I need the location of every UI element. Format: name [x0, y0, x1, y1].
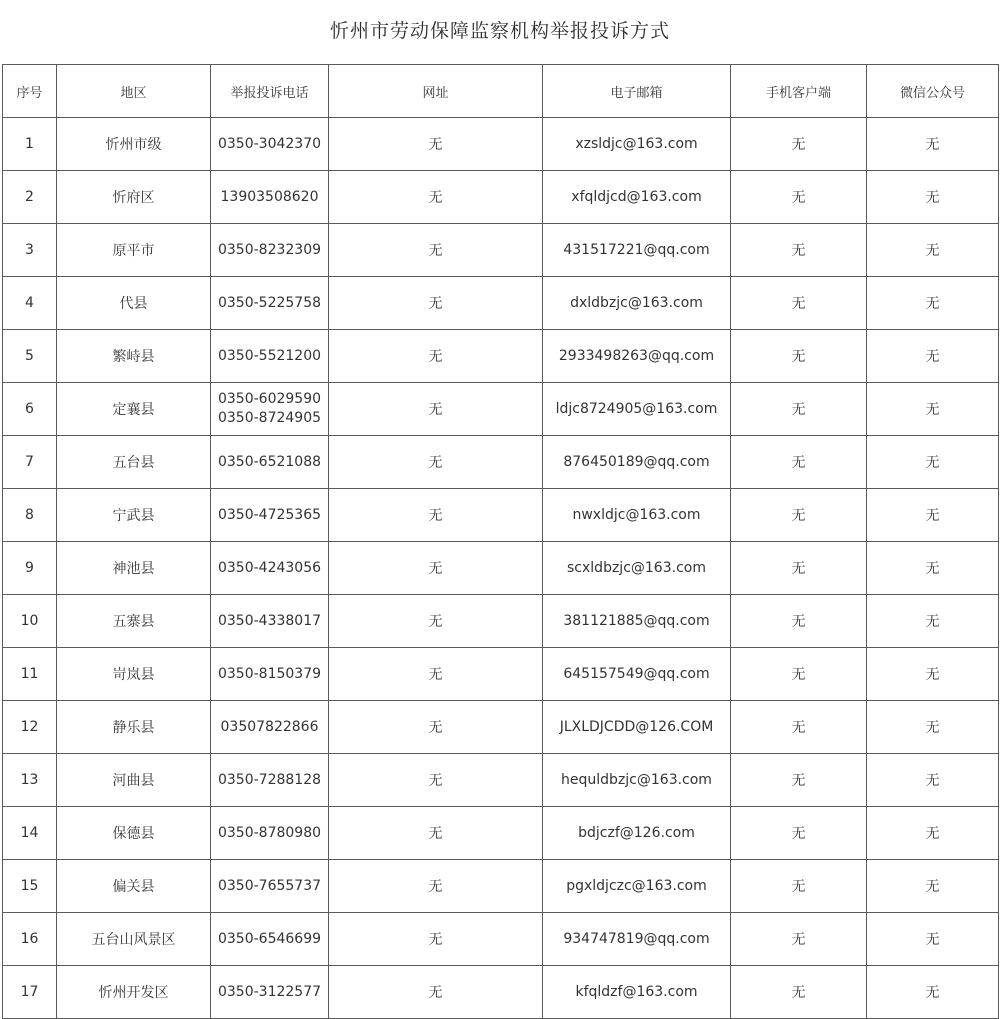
- row-index: 1: [3, 118, 57, 171]
- row-index: 7: [3, 436, 57, 489]
- row-mobile-client: 无: [731, 436, 867, 489]
- row-website: 无: [329, 436, 543, 489]
- row-region: 静乐县: [57, 701, 211, 754]
- row-phone: [211, 171, 329, 224]
- row-email: hequldbzjc@163.com: [543, 754, 731, 807]
- row-region: 定襄县: [57, 383, 211, 436]
- row-wechat: 无: [867, 489, 999, 542]
- row-website: 无: [329, 383, 543, 436]
- table-row: [3, 489, 999, 542]
- row-phone: [211, 277, 329, 330]
- row-region: 神池县: [57, 542, 211, 595]
- row-website: 无: [329, 171, 543, 224]
- row-region: 五台县: [57, 436, 211, 489]
- page-title: 忻州市劳动保障监察机构举报投诉方式: [329, 20, 670, 42]
- phone-number: 0350-4725365: [217, 506, 322, 523]
- header-mobile-client: 手机客户端: [731, 65, 867, 118]
- row-index: 16: [3, 913, 57, 966]
- row-email: JLXLDJCDD@126.COM: [543, 701, 731, 754]
- row-index: 9: [3, 542, 57, 595]
- row-email: 381121885@qq.com: [543, 595, 731, 648]
- phone-number: 0350-6521088: [217, 453, 322, 470]
- row-phone: [211, 701, 329, 754]
- table-row: [3, 118, 999, 171]
- row-index: 10: [3, 595, 57, 648]
- row-mobile-client: 无: [731, 648, 867, 701]
- row-email: bdjczf@126.com: [543, 807, 731, 860]
- table-row: [3, 648, 999, 701]
- table-row: [3, 595, 999, 648]
- row-mobile-client: 无: [731, 966, 867, 1019]
- row-region: 宁武县: [57, 489, 211, 542]
- phone-number: 0350-4243056: [217, 559, 322, 576]
- row-region: 代县: [57, 277, 211, 330]
- row-phone: [211, 807, 329, 860]
- row-mobile-client: 无: [731, 913, 867, 966]
- row-wechat: 无: [867, 118, 999, 171]
- phone-number: 0350-3042370: [217, 135, 322, 152]
- row-index: 6: [3, 383, 57, 436]
- table-row: [3, 913, 999, 966]
- phone-number: 0350-5225758: [217, 294, 322, 311]
- row-index: 15: [3, 860, 57, 913]
- row-mobile-client: 无: [731, 754, 867, 807]
- row-index: 13: [3, 754, 57, 807]
- table-row: [3, 542, 999, 595]
- row-wechat: 无: [867, 966, 999, 1019]
- row-website: 无: [329, 807, 543, 860]
- table-row: [3, 701, 999, 754]
- row-website: 无: [329, 648, 543, 701]
- contacts-table: [2, 64, 999, 1019]
- row-phone: [211, 860, 329, 913]
- header-region: 地区: [57, 65, 211, 118]
- row-wechat: 无: [867, 383, 999, 436]
- row-phone: [211, 754, 329, 807]
- row-website: 无: [329, 860, 543, 913]
- row-phone: [211, 542, 329, 595]
- row-wechat: 无: [867, 595, 999, 648]
- row-phone: [211, 436, 329, 489]
- row-mobile-client: 无: [731, 701, 867, 754]
- row-index: 14: [3, 807, 57, 860]
- row-mobile-client: 无: [731, 807, 867, 860]
- row-region: 偏关县: [57, 860, 211, 913]
- row-wechat: 无: [867, 224, 999, 277]
- row-region: 忻州开发区: [57, 966, 211, 1019]
- row-website: 无: [329, 118, 543, 171]
- row-region: 五寨县: [57, 595, 211, 648]
- row-region: 忻府区: [57, 171, 211, 224]
- row-mobile-client: 无: [731, 542, 867, 595]
- table-row: [3, 277, 999, 330]
- phone-number: 0350-8150379: [217, 665, 322, 682]
- table-row: [3, 224, 999, 277]
- header-index: 序号: [3, 65, 57, 118]
- phone-number: 0350-7655737: [217, 877, 322, 894]
- table-body: [3, 118, 999, 1019]
- row-email: dxldbzjc@163.com: [543, 277, 731, 330]
- row-phone: [211, 966, 329, 1019]
- row-region: 保德县: [57, 807, 211, 860]
- phone-number: 0350-8232309: [217, 241, 322, 258]
- phone-number: 0350-8724905: [217, 410, 322, 426]
- row-phone: [211, 330, 329, 383]
- row-index: 8: [3, 489, 57, 542]
- row-website: 无: [329, 754, 543, 807]
- row-wechat: 无: [867, 171, 999, 224]
- row-email: 876450189@qq.com: [543, 436, 731, 489]
- row-phone: [211, 118, 329, 171]
- row-mobile-client: 无: [731, 489, 867, 542]
- row-index: 5: [3, 330, 57, 383]
- phone-number: 03507822866: [220, 718, 319, 735]
- row-wechat: 无: [867, 701, 999, 754]
- table-header-row: [3, 65, 999, 118]
- row-email: nwxldjc@163.com: [543, 489, 731, 542]
- row-index: 11: [3, 648, 57, 701]
- row-index: 3: [3, 224, 57, 277]
- header-wechat: 微信公众号: [867, 65, 999, 118]
- phone-number: 0350-4338017: [217, 612, 322, 629]
- row-mobile-client: 无: [731, 277, 867, 330]
- row-mobile-client: 无: [731, 595, 867, 648]
- row-email: pgxldjczc@163.com: [543, 860, 731, 913]
- row-website: 无: [329, 595, 543, 648]
- row-wechat: 无: [867, 754, 999, 807]
- row-region: 岢岚县: [57, 648, 211, 701]
- phone-number: 0350-6029590: [217, 391, 322, 407]
- row-wechat: 无: [867, 277, 999, 330]
- row-wechat: 无: [867, 330, 999, 383]
- table-row: [3, 807, 999, 860]
- row-phone: [211, 595, 329, 648]
- row-wechat: 无: [867, 860, 999, 913]
- row-mobile-client: 无: [731, 171, 867, 224]
- phone-number: 0350-3122577: [217, 983, 322, 1000]
- row-region: 五台山风景区: [57, 913, 211, 966]
- table-row: [3, 754, 999, 807]
- row-website: 无: [329, 489, 543, 542]
- row-phone: [211, 224, 329, 277]
- row-mobile-client: 无: [731, 860, 867, 913]
- phone-number: 0350-6546699: [217, 930, 322, 947]
- row-index: 12: [3, 701, 57, 754]
- row-website: 无: [329, 330, 543, 383]
- row-wechat: 无: [867, 436, 999, 489]
- row-email: ldjc8724905@163.com: [543, 383, 731, 436]
- row-wechat: 无: [867, 913, 999, 966]
- row-wechat: 无: [867, 542, 999, 595]
- header-phone: 举报投诉电话: [211, 65, 329, 118]
- row-email: xfqldjcd@163.com: [543, 171, 731, 224]
- row-phone: [211, 648, 329, 701]
- row-email: 645157549@qq.com: [543, 648, 731, 701]
- row-region: 忻州市级: [57, 118, 211, 171]
- table-row: [3, 383, 999, 436]
- row-email: scxldbzjc@163.com: [543, 542, 731, 595]
- row-phone: [211, 489, 329, 542]
- row-region: 繁峙县: [57, 330, 211, 383]
- row-website: 无: [329, 542, 543, 595]
- row-website: 无: [329, 224, 543, 277]
- phone-number: 0350-5521200: [217, 347, 322, 364]
- row-email: 431517221@qq.com: [543, 224, 731, 277]
- row-index: 17: [3, 966, 57, 1019]
- table-row: [3, 171, 999, 224]
- row-wechat: 无: [867, 807, 999, 860]
- header-website: 网址: [329, 65, 543, 118]
- table-row: [3, 966, 999, 1019]
- phone-number: 0350-8780980: [217, 824, 322, 841]
- table-row: [3, 330, 999, 383]
- phone-number: 13903508620: [220, 188, 319, 205]
- row-email: 934747819@qq.com: [543, 913, 731, 966]
- row-mobile-client: 无: [731, 383, 867, 436]
- row-index: 4: [3, 277, 57, 330]
- row-website: 无: [329, 701, 543, 754]
- row-website: 无: [329, 277, 543, 330]
- row-phone: [211, 383, 329, 436]
- header-email: 电子邮箱: [543, 65, 731, 118]
- row-phone: [211, 913, 329, 966]
- row-website: 无: [329, 913, 543, 966]
- row-mobile-client: 无: [731, 118, 867, 171]
- row-region: 河曲县: [57, 754, 211, 807]
- row-wechat: 无: [867, 648, 999, 701]
- phone-number: 0350-7288128: [217, 771, 322, 788]
- row-email: kfqldzf@163.com: [543, 966, 731, 1019]
- row-email: 2933498263@qq.com: [543, 330, 731, 383]
- row-email: xzsldjc@163.com: [543, 118, 731, 171]
- row-region: 原平市: [57, 224, 211, 277]
- table-row: [3, 860, 999, 913]
- row-mobile-client: 无: [731, 330, 867, 383]
- row-mobile-client: 无: [731, 224, 867, 277]
- row-website: 无: [329, 966, 543, 1019]
- row-index: 2: [3, 171, 57, 224]
- table-row: [3, 436, 999, 489]
